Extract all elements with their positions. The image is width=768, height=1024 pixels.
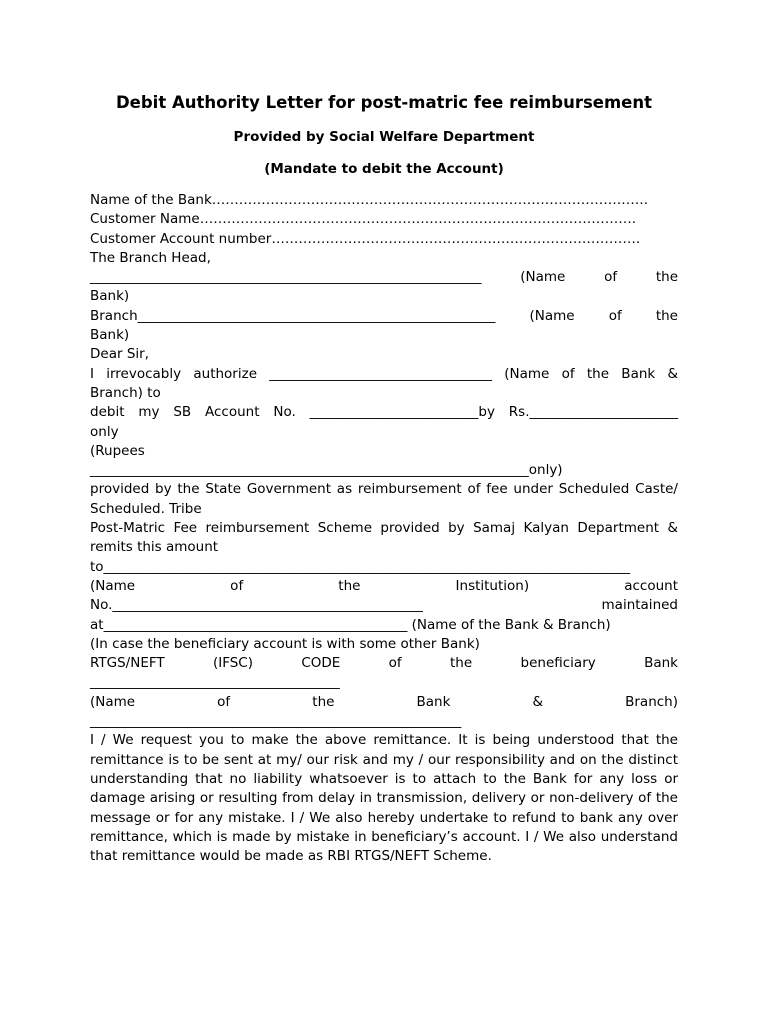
declaration-paragraph: I / We request you to make the above remittance. It is being understood that the remittance is to be sent at my/ our risk and my / our responsibility and on the distinct understanding that no liability whatsoever is to attach to the Bank for any loss or damage arising or resulting from delay in transmission, delivery or non-delivery of the message or for any mistake. I / We also hereby undertake to refund to bank any over remittance, which is made by mistake in beneficiary’s account. I / We also understand that remittance would be made as RBI RTGS/NEFT Scheme. — [90, 732, 678, 865]
bank-label-line-2: Bank) — [90, 327, 130, 344]
bank-label-line: Bank) — [90, 288, 130, 305]
maintained-at-line: at_____________________________________________ (Name of the Bank & Branch) — [90, 616, 611, 633]
scheme-line: Post-Matric Fee reimbursement Scheme provided by Samaj Kalyan Department & — [90, 520, 678, 537]
rupees-blank-line: _________________________________________________________________only) — [90, 462, 563, 479]
only-line: only — [90, 423, 119, 440]
remits-line: remits this amount — [90, 539, 219, 556]
other-bank-note: (In case the beneficiary account is with some other Bank) — [90, 635, 480, 652]
institution-blank-line: to______________________________________________________________________________ — [90, 558, 631, 575]
ifsc-code-line: RTGS/NEFT (IFSC) CODE of the beneficiary Bank — [90, 655, 678, 672]
document-subtitle: Provided by Social Welfare Department — [233, 129, 535, 145]
authorize-line: I irrevocably authorize _________________________________ (Name of the Bank & — [90, 365, 678, 382]
branch-head-line: The Branch Head, — [90, 249, 211, 266]
customer-account-line: Customer Account number………………………………………………………………………. — [90, 230, 641, 247]
scheduled-tribe-line: Scheduled. Tribe — [90, 500, 202, 517]
rupees-label-line: (Rupees — [90, 442, 145, 459]
bank-branch-label-line: (Name of the Bank & Branch) — [90, 693, 678, 710]
bank-branch-blank-line: _______________________________________________________ — [90, 713, 462, 730]
ifsc-blank-line: _____________________________________ — [90, 674, 340, 691]
letter-body — [90, 191, 678, 866]
mandate-heading: (Mandate to debit the Account) — [264, 161, 504, 177]
bank-name-line: Name of the Bank……………………………………………………………………………………. — [90, 192, 649, 208]
salutation: Dear Sir, — [90, 346, 149, 363]
document-title: Debit Authority Letter for post-matric fee reimbursement — [115, 93, 653, 112]
branch-to-line: Branch) to — [90, 384, 161, 401]
bank-name-blank-line: __________________________________________________________ (Name of the — [90, 269, 678, 286]
customer-name-line: Customer Name……………………………………………………………………………………. — [90, 211, 636, 228]
account-no-line: No.______________________________________________ maintained — [90, 597, 678, 614]
branch-blank-line: Branch_____________________________________________________ (Name of the — [90, 307, 678, 324]
institution-label-line: (Name of the Institution) account — [90, 577, 678, 594]
state-government-line: provided by the State Government as reimbursement of fee under Scheduled Caste/ — [90, 481, 678, 498]
sb-account-line: debit my SB Account No. _________________________by Rs.______________________ — [90, 404, 678, 421]
